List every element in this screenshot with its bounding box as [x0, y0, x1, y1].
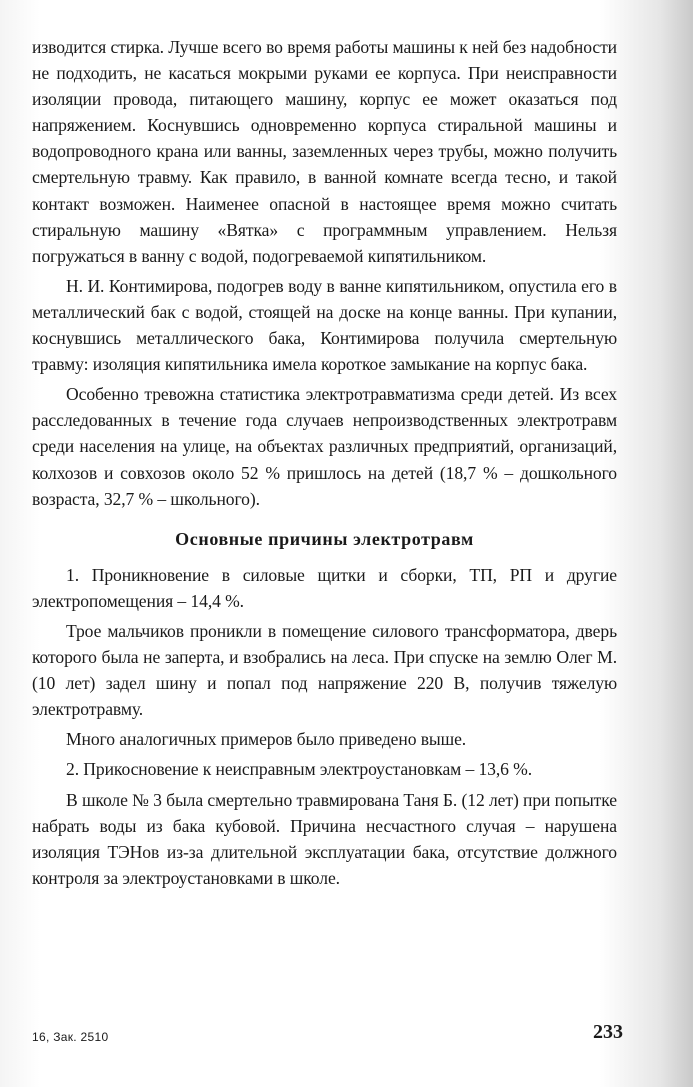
paragraph-3: Особенно тревожна статистика электротравматизма среди детей. Из всех расследованных в течение года случаев непроизводственных электротравм среди населения на улице, на объектах различных предприятий, организаций, колхозов и совхозов около 52 % пришлось на детей (18,7 % – дошкольного возраста, 32,7 % – школьного). [32, 384, 617, 509]
paragraph-2: Н. И. Контимирова, подогрев воду в ванне кипятильником, опустила его в металлический бак с водой, стоящей на доске на конце ванны. При купании, коснувшись металлического бака, Контимирова получила смертельную травму: изоляция кипятильника имела короткое замыкание на корпус бака. [32, 275, 617, 375]
paragraph-1: изводится стирка. Лучше всего во время работы машины к ней без надобности не подходить, не касаться мокрыми руками ее корпуса. При неисправности изоляции провода, питающего машину, корпус ее может оказаться под напряжением. Коснувшись одновременно корпуса стиральной машины и водопроводного крана или ванны, заземленных через трубы, можно получить смертельную травму. Как правило, в ванной комнате всегда тесно, и такой контакт возможен. Наименее опасной в настоящее время можно считать стиральную машину «Вятка» с программным управлением. Нельзя погружаться в ванну с водой, подогреваемой кипятильником. [32, 37, 617, 266]
printing-signature: 16, Зак. 2510 [32, 1030, 109, 1044]
paragraph-4: 1. Проникновение в силовые щитки и сборки, ТП, РП и другие электропомещения – 14,4 %. [32, 564, 617, 611]
paragraph-7: 2. Прикосновение к неисправным электроустановкам – 13,6 %. [66, 759, 533, 780]
paragraph-5: Трое мальчиков проникли в помещение силового трансформатора, дверь которого была не заперта, и взобрались на леса. При спуске на землю Олег М. (10 лет) задел шину и попал под напряжение 220 В, получив тяжелую электротравму. [32, 620, 617, 720]
section-heading: Основные причины электротравм [175, 528, 474, 549]
body-text [32, 34, 617, 891]
paragraph-8: В школе № 3 была смертельно травмирована Таня Б. (12 лет) при попытке набрать воды из бака кубовой. Причина несчастного случая – нарушена изоляция ТЭНов из-за длительной эксплуатации бака, отсутствие должного контроля за электроустановками в школе. [32, 789, 617, 888]
page-number: 233 [593, 1021, 623, 1043]
paragraph-6: Много аналогичных примеров было приведено выше. [66, 729, 467, 750]
